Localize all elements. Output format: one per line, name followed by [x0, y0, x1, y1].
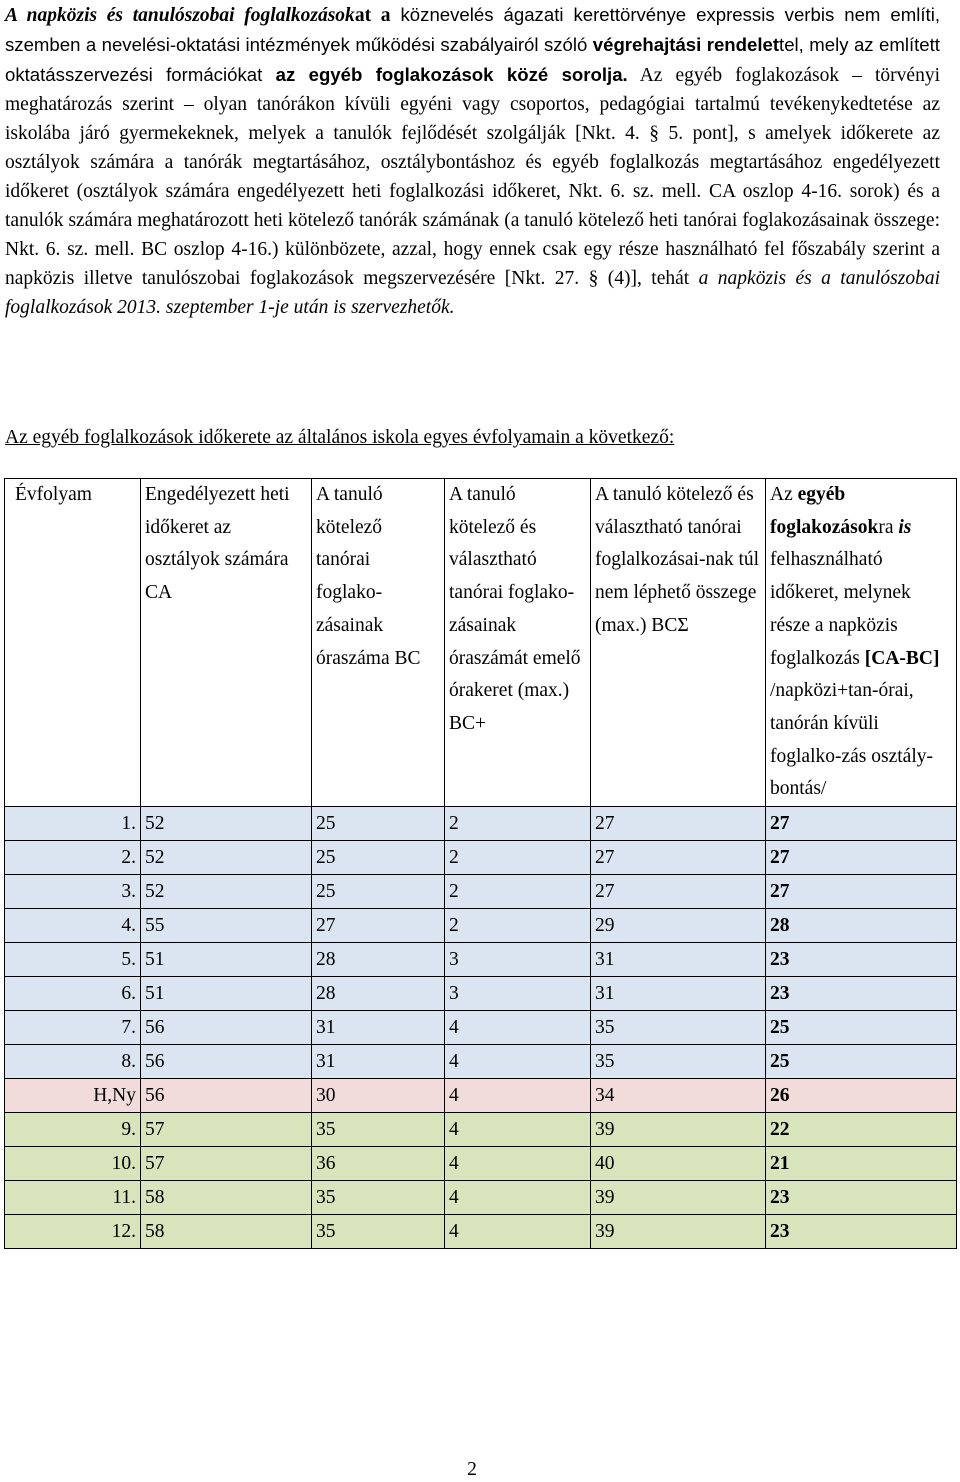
cell-bc: 25: [312, 841, 445, 875]
cell-extra: 23: [766, 1215, 957, 1249]
cell-ca: 51: [141, 943, 312, 977]
table-row: [5, 807, 957, 841]
table-header-row: [5, 479, 957, 807]
sentence1-text-b: tel, mely az említett oktatásszervezési formációkat: [5, 34, 940, 85]
cell-ca: 58: [141, 1215, 312, 1249]
cell-bcsum: 27: [591, 841, 766, 875]
cell-bcsum: 35: [591, 1011, 766, 1045]
cell-bcplus: 2: [445, 841, 591, 875]
table-heading: Az egyéb foglalkozások időkerete az általános iskola egyes évfolyamain a következő:: [5, 427, 675, 448]
cell-bcsum: 31: [591, 977, 766, 1011]
cell-bc: 30: [312, 1079, 445, 1113]
cell-ca: 58: [141, 1181, 312, 1215]
sentence1-bold-b: az egyéb foglakozások közé sorolja.: [275, 64, 628, 85]
header-bcplus: A tanuló kötelező és választható tanórai foglako-zásainak óraszámát emelő órakeret (max.) BC+: [445, 479, 591, 807]
table-row: [5, 1011, 957, 1045]
header-extra-bold2: [CA-BC]: [864, 647, 940, 669]
cell-bcsum: 31: [591, 943, 766, 977]
cell-extra: 25: [766, 1011, 957, 1045]
cell-bc: 31: [312, 1011, 445, 1045]
cell-bcsum: 27: [591, 807, 766, 841]
sentence2-text: Az egyéb foglakozások – törvényi meghatározás szerint – olyan tanórákon kívüli egyéni vagy csoportos, pedagógiai tartalmú tevékenykedtetése az iskolába járó gyermekeknek, melyek a tanulók fejlődését szolgálják [Nkt. 4. § 5. pont], s amelyek időkerete az osztályok számára a tanórák megtartásához, osztálybontáshoz és egyéb foglalkozás megtartásához engedélyezett időkeret (osztályok számára engedélyezett heti foglalkozási időkeret, Nkt. 6. sz. mell. CA oszlop 4-16. sorok) és a tanulók számára meghatározott heti kötelező tanórák számának (a tanuló kötelező heti tanórai foglakozásainak összege: Nkt. 6. sz. mell. BC oszlop 4-16.) különbözete, azzal, hogy ennek csak egy része használható fel főszabály szerint a napközis illetve tanulószobai foglakozások megszervezésére [Nkt. 27. § (4)], tehát: [5, 65, 940, 289]
cell-bc: 35: [312, 1181, 445, 1215]
cell-bcplus: 2: [445, 875, 591, 909]
cell-bcsum: 40: [591, 1147, 766, 1181]
cell-extra: 23: [766, 1181, 957, 1215]
table-row: [5, 1215, 957, 1249]
cell-evfolyam: 10.: [5, 1147, 141, 1181]
cell-ca: 56: [141, 1045, 312, 1079]
header-extra-a: Az: [770, 484, 798, 505]
cell-bcsum: 39: [591, 1181, 766, 1215]
header-extra-c: felhasználható időkeret, melynek része a napközis foglalkozás: [770, 549, 911, 669]
conclusion-italic: a napközis és a tanulószobai foglalkozások 2013. szeptember 1-je után is szervezhetők.: [5, 268, 940, 318]
cell-bcplus: 3: [445, 943, 591, 977]
intro-bold-italic: A napközis és tanulószobai foglalkozások: [5, 5, 355, 26]
header-bc: A tanuló kötelező tanórai foglako-zásainak óraszáma BC: [312, 479, 445, 807]
cell-evfolyam: 7.: [5, 1011, 141, 1045]
cell-bcplus: 4: [445, 1079, 591, 1113]
table-row: [5, 909, 957, 943]
cell-extra: 23: [766, 977, 957, 1011]
page-number: 2: [467, 1459, 477, 1480]
sentence1-bold-a: végrehajtási rendelet: [592, 34, 780, 55]
cell-extra: 28: [766, 909, 957, 943]
cell-bcplus: 3: [445, 977, 591, 1011]
cell-bcsum: 29: [591, 909, 766, 943]
cell-bc: 28: [312, 943, 445, 977]
hours-table: [4, 478, 957, 1249]
cell-bcsum: 27: [591, 875, 766, 909]
cell-evfolyam: H,Ny: [5, 1079, 141, 1113]
cell-bcplus: 4: [445, 1215, 591, 1249]
cell-bc: 28: [312, 977, 445, 1011]
table-row: [5, 1045, 957, 1079]
cell-bc: 25: [312, 875, 445, 909]
cell-bcplus: 2: [445, 909, 591, 943]
table-row: [5, 875, 957, 909]
cell-evfolyam: 9.: [5, 1113, 141, 1147]
cell-bcplus: 4: [445, 1011, 591, 1045]
cell-extra: 21: [766, 1147, 957, 1181]
header-extra-is: is: [898, 516, 912, 538]
cell-bcplus: 4: [445, 1181, 591, 1215]
intro-bold: at a: [354, 5, 391, 26]
cell-bcplus: 2: [445, 807, 591, 841]
header-evfolyam: Évfolyam: [5, 479, 141, 807]
header-ca: Engedélyezett heti időkeret az osztályok számára CA: [141, 479, 312, 807]
cell-bc: 35: [312, 1113, 445, 1147]
cell-ca: 52: [141, 841, 312, 875]
cell-bc: 36: [312, 1147, 445, 1181]
cell-bcsum: 39: [591, 1215, 766, 1249]
cell-extra: 22: [766, 1113, 957, 1147]
cell-bcsum: 39: [591, 1113, 766, 1147]
cell-ca: 51: [141, 977, 312, 1011]
cell-extra: 26: [766, 1079, 957, 1113]
cell-bcsum: 35: [591, 1045, 766, 1079]
cell-evfolyam: 5.: [5, 943, 141, 977]
cell-bc: 31: [312, 1045, 445, 1079]
table-row: [5, 1113, 957, 1147]
cell-ca: 52: [141, 807, 312, 841]
cell-ca: 56: [141, 1011, 312, 1045]
cell-bcsum: 34: [591, 1079, 766, 1113]
header-extra: [766, 479, 957, 807]
cell-evfolyam: 6.: [5, 977, 141, 1011]
cell-ca: 52: [141, 875, 312, 909]
cell-extra: 23: [766, 943, 957, 977]
table-row: [5, 841, 957, 875]
cell-evfolyam: 3.: [5, 875, 141, 909]
table-row: [5, 943, 957, 977]
cell-extra: 27: [766, 841, 957, 875]
header-extra-bold: egyéb foglakozások: [770, 484, 879, 538]
cell-bcplus: 4: [445, 1045, 591, 1079]
cell-bcplus: 4: [445, 1113, 591, 1147]
table-row: [5, 977, 957, 1011]
cell-bcplus: 4: [445, 1147, 591, 1181]
intro-paragraph: [5, 0, 940, 322]
sentence1-text-a: köznevelés ágazati kerettörvénye expressis verbis nem említi, szemben a nevelési-oktatási intézmények működési szabályairól szóló: [5, 4, 940, 55]
cell-extra: 27: [766, 807, 957, 841]
cell-ca: 57: [141, 1113, 312, 1147]
cell-evfolyam: 1.: [5, 807, 141, 841]
cell-ca: 56: [141, 1079, 312, 1113]
cell-extra: 27: [766, 875, 957, 909]
cell-extra: 25: [766, 1045, 957, 1079]
table-row: [5, 1079, 957, 1113]
table-row: [5, 1181, 957, 1215]
cell-evfolyam: 4.: [5, 909, 141, 943]
cell-ca: 55: [141, 909, 312, 943]
cell-bc: 25: [312, 807, 445, 841]
cell-bc: 27: [312, 909, 445, 943]
cell-evfolyam: 12.: [5, 1215, 141, 1249]
cell-evfolyam: 11.: [5, 1181, 141, 1215]
cell-evfolyam: 8.: [5, 1045, 141, 1079]
table-row: [5, 1147, 957, 1181]
header-bcsum: A tanuló kötelező és választható tanórai foglalkozásai-nak túl nem léphető összege (max.) BCΣ: [591, 479, 766, 807]
header-extra-b: ra: [878, 516, 899, 538]
header-extra-d: /napközi+tan-órai, tanórán kívüli foglalko-zás osztály-bontás/: [770, 680, 933, 800]
cell-bc: 35: [312, 1215, 445, 1249]
cell-evfolyam: 2.: [5, 841, 141, 875]
cell-ca: 57: [141, 1147, 312, 1181]
